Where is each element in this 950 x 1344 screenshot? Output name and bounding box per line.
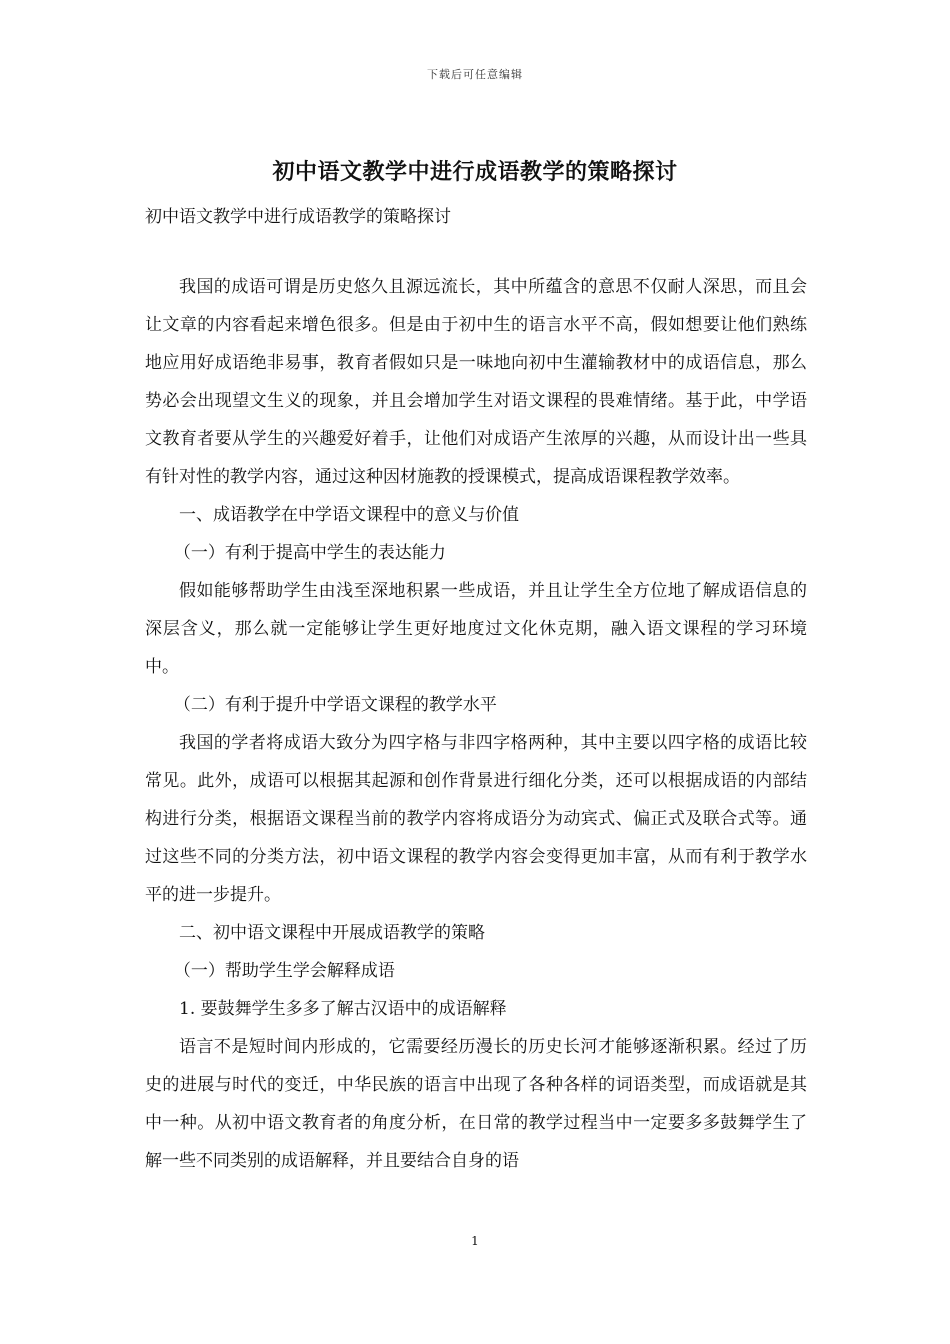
document-subtitle: 初中语文教学中进行成语教学的策略探讨: [145, 207, 451, 227]
numbered-heading: 1. 要鼓舞学生多多了解古汉语中的成语解释: [179, 999, 507, 1019]
body-paragraph: 语言不是短时间内形成的，它需要经历漫长的历史长河才能够逐渐积累。经过了历史的进展与时代的变迁，中华民族的语言中出现了各种各样的词语类型，而成语就是其中一种。从初中语文教育者的角度分析，在日常的教学过程当中一定要多多鼓舞学生了解一些不同类别的成语解释，并且要结合自身的语: [145, 1037, 807, 1171]
body-paragraph: 我国的成语可谓是历史悠久且源远流长，其中所蕴含的意思不仅耐人深思，而且会让文章的内容看起来增色很多。但是由于初中生的语言水平不高，假如想要让他们熟练地应用好成语绝非易事，教育者假如只是一味地向初中生灌输教材中的成语信息，那么势必会出现望文生义的现象，并且会增加学生对语文课程的畏难情绪。基于此，中学语文教育者要从学生的兴趣爱好着手，让他们对成语产生浓厚的兴趣，从而设计出一些具有针对性的教学内容，通过这种因材施教的授课模式，提高成语课程教学效率。: [145, 277, 807, 487]
section-heading: 二、初中语文课程中开展成语教学的策略: [179, 923, 485, 943]
subsection-heading: （一）有利于提高中学生的表达能力: [173, 543, 446, 563]
page-number: 1: [471, 1234, 479, 1248]
subsection-heading: （一）帮助学生学会解释成语: [173, 961, 395, 981]
header-note: 下载后可任意编辑: [427, 68, 523, 81]
document-title: 初中语文教学中进行成语教学的策略探讨: [272, 159, 678, 185]
document-body: [145, 268, 807, 1180]
body-paragraph: 假如能够帮助学生由浅至深地积累一些成语，并且让学生全方位地了解成语信息的深层含义，那么就一定能够让学生更好地度过文化休克期，融入语文课程的学习环境中。: [145, 581, 807, 677]
body-paragraph: 我国的学者将成语大致分为四字格与非四字格两种，其中主要以四字格的成语比较常见。此外，成语可以根据其起源和创作背景进行细化分类，还可以根据成语的内部结构进行分类，根据语文课程当前的教学内容将成语分为动宾式、偏正式及联合式等。通过这些不同的分类方法，初中语文课程的教学内容会变得更加丰富，从而有利于教学水平的进一步提升。: [145, 733, 807, 905]
section-heading: 一、成语教学在中学语文课程中的意义与价值: [179, 505, 519, 525]
subsection-heading: （二）有利于提升中学语文课程的教学水平: [173, 695, 497, 715]
